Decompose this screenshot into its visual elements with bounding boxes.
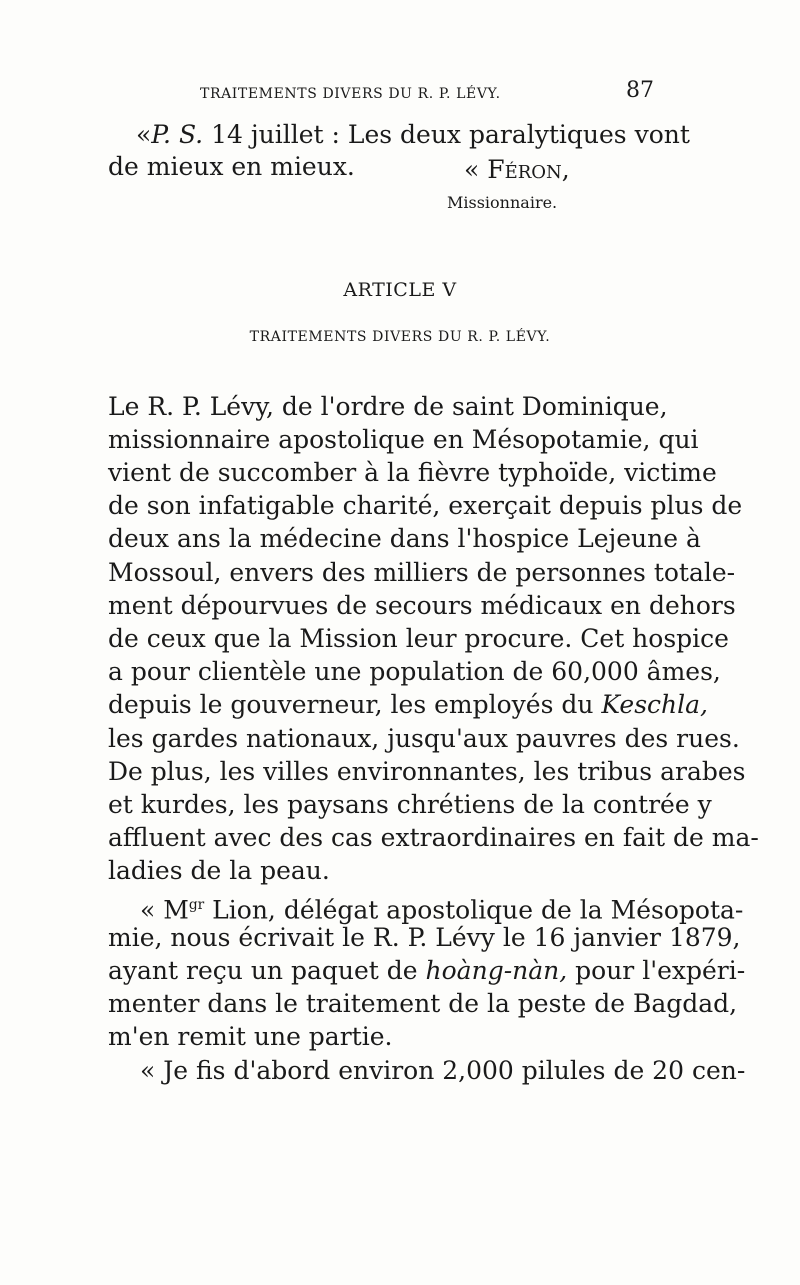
hoang-nan-word: hoàng-nàn,	[425, 956, 568, 985]
body-line: et kurdes, les paysans chrétiens de la contrée y	[108, 790, 712, 819]
body-line: De plus, les villes environnantes, les tribus arabes	[108, 757, 746, 786]
body-line-keschla	[108, 688, 708, 722]
keschla-word: Keschla,	[601, 690, 708, 719]
body-line: ment dépourvues de secours médicaux en dehors	[108, 591, 736, 620]
body-line: Mossoul, envers des milliers de personnes totale-	[108, 558, 736, 587]
body-line: m'en remit une partie.	[108, 1022, 393, 1051]
ps-line-1	[136, 120, 690, 149]
ps-label: P. S.	[151, 120, 204, 149]
ps-open-quote: «	[136, 120, 152, 149]
body-line: menter dans le traitement de la peste de Bagdad,	[108, 989, 738, 1018]
body-line: missionnaire apostolique en Mésopotamie, qui	[108, 425, 699, 454]
body-line: a pour clientèle une population de 60,000 âmes,	[108, 657, 721, 686]
body-line: affluent avec des cas extraordinaires en fait de ma-	[108, 823, 759, 852]
body-line: de ceux que la Mission leur procure. Cet hospice	[108, 624, 729, 653]
signature-title: Missionnaire.	[447, 193, 558, 212]
running-head: TRAITEMENTS DIVERS DU R. P. LÉVY.	[200, 86, 501, 102]
body-line: Le R. P. Lévy, de l'ordre de saint Dominique,	[108, 392, 668, 421]
p2-line-3-after: pour l'expéri-	[575, 956, 746, 985]
body-line: deux ans la médecine dans l'hospice Lejeune à	[108, 524, 701, 553]
body-line-hoang-nan	[108, 954, 746, 988]
body-line: les gardes nationaux, jusqu'aux pauvres des rues.	[108, 724, 740, 753]
p2-open: « M	[140, 895, 189, 925]
body-line: mie, nous écrivait le R. P. Lévy le 16 janvier 1879,	[108, 923, 741, 952]
body-line-keschla-text: depuis le gouverneur, les employés du	[108, 690, 594, 719]
page-number: 87	[626, 78, 654, 103]
ps-line-2: de mieux en mieux.	[108, 152, 355, 181]
body-line: vient de succomber à la fièvre typhoïde, victime	[108, 458, 717, 487]
article-title: ARTICLE V	[343, 279, 457, 301]
signature-open-quote: «	[464, 155, 480, 184]
signature-name-text: Féron,	[487, 155, 570, 184]
paragraph-3-line-1: « Je fis d'abord environ 2,000 pilules de 20 cen-	[140, 1056, 746, 1085]
body-line: de son infatigable charité, exerçait depuis plus de	[108, 491, 743, 520]
body-line: ladies de la peau.	[108, 856, 330, 885]
p2-line-3-before: ayant reçu un paquet de	[108, 956, 418, 985]
ps-line-1-text: 14 juillet : Les deux paralytiques vont	[211, 120, 690, 149]
p2-line-1-text: Lion, délégat apostolique de la Mésopota-	[212, 895, 744, 925]
article-subtitle: TRAITEMENTS DIVERS DU R. P. LÉVY.	[249, 329, 551, 345]
page-header	[108, 76, 656, 106]
p2-sup: gr	[188, 897, 205, 913]
signature-name	[464, 155, 570, 184]
